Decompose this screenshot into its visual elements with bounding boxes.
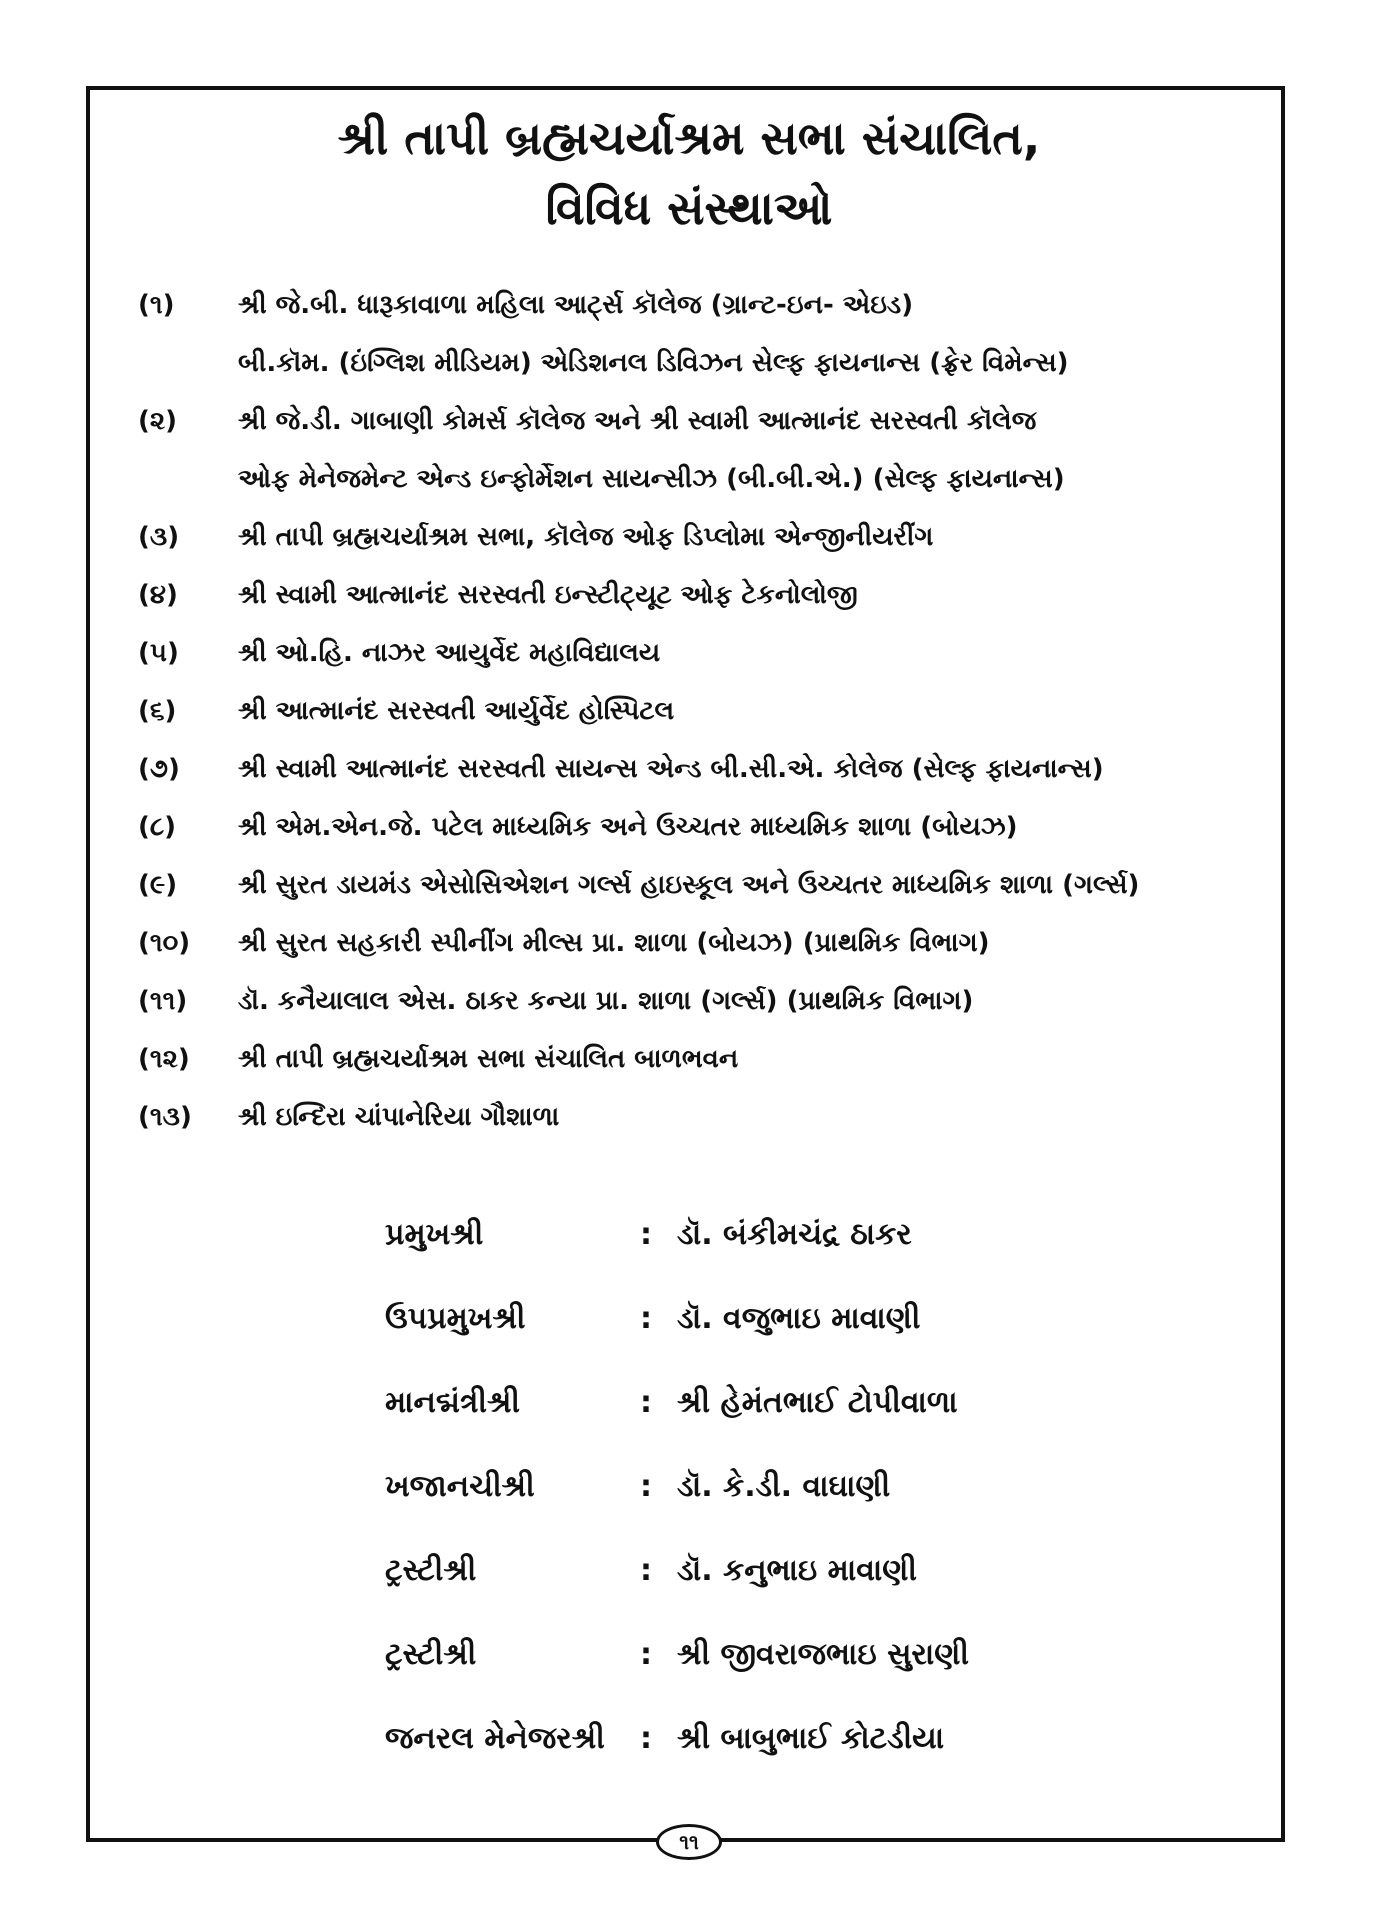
officer-row-secretary — [385, 1373, 1085, 1457]
item-text: શ્રી સ્વામી આત્માનંદ સરસ્વતી ઇન્સ્ટીટ્યૂટ ઓફ ટેકનોલોજી — [238, 580, 858, 610]
officer-separator: : — [640, 1385, 652, 1420]
list-item — [138, 566, 1258, 624]
item-number: (૧૦) — [138, 928, 191, 958]
officer-separator: : — [640, 1217, 652, 1252]
officer-name: શ્રી હેમંતભાઈ ટોપીવાળા — [677, 1385, 958, 1420]
officer-name: ડૉ. વજુભાઇ માવાણી — [677, 1301, 921, 1336]
officer-separator: : — [640, 1469, 652, 1504]
institution-list — [138, 276, 1258, 1146]
list-item — [138, 276, 1258, 392]
list-item — [138, 1088, 1258, 1146]
list-item — [138, 914, 1258, 972]
item-text: શ્રી ઇન્દિરા ચાંપાનેરિયા ગૌશાળા — [238, 1102, 560, 1132]
list-item — [138, 682, 1258, 740]
item-number: (૬) — [138, 696, 177, 726]
list-item — [138, 856, 1258, 914]
item-text: શ્રી તાપી બ્રહ્મચર્યાશ્રમ સભા, કૉલેજ ઓફ ડિપ્લોમા એન્જીનીયરીંગ — [238, 522, 934, 552]
officer-row-trustee — [385, 1625, 1085, 1709]
list-item — [138, 972, 1258, 1030]
page-number: ૧૧ — [656, 1824, 722, 1860]
item-text: શ્રી જે.બી. ધારૂકાવાળા મહિલા આર્ટ્સ કૉલેજ (ગ્રાન્ટ-ઇન- એઇડ) — [238, 290, 914, 320]
item-text: શ્રી સ્વામી આત્માનંદ સરસ્વતી સાયન્સ એન્ડ બી.સી.એ. કોલેજ (સેલ્ફ ફાયનાન્સ) — [238, 754, 1104, 784]
list-item — [138, 740, 1258, 798]
item-number: (૧૨) — [138, 1044, 190, 1074]
item-text: શ્રી આત્માનંદ સરસ્વતી આર્યુર્વેદ હોસ્પિટલ — [238, 696, 675, 726]
officer-role: પ્રમુખશ્રી — [385, 1217, 484, 1252]
officer-name: શ્રી બાબુભાઈ કોટડીયા — [677, 1721, 945, 1756]
item-text: ડૉ. કનૈયાલાલ એસ. ઠાકર કન્યા પ્રા. શાળા (ગર્લ્સ) (પ્રાથમિક વિભાગ) — [238, 986, 974, 1016]
item-number: (૧૩) — [138, 1102, 192, 1132]
officer-role: માનદ્મંત્રીશ્રી — [385, 1385, 520, 1420]
item-number: (૪) — [138, 580, 178, 610]
page-subtitle: વિવિધ સંસ્થાઓ — [545, 181, 833, 235]
officer-role: ટ્રસ્ટીશ્રી — [385, 1637, 477, 1672]
page-title: શ્રી તાપી બ્રહ્મચર્યાશ્રમ સભા સંચાલિત, — [337, 111, 1041, 165]
list-item — [138, 392, 1258, 508]
officer-separator: : — [640, 1301, 652, 1336]
item-text-continued: ઓફ મેનેજમેન્ટ એન્ડ ઇન્ફોર્મેશન સાયન્સીઝ (બી.બી.એ.) (સેલ્ફ ફાયનાન્સ) — [238, 464, 1065, 494]
officer-name: શ્રી જીવરાજભાઇ સુરાણી — [677, 1637, 969, 1672]
item-text-continued: બી.કૉમ. (ઇંગ્લિશ મીડિયમ) એડિશનલ ડિવિઝન સેલ્ફ ફાયનાન્સ (ફ્રેર વિમેન્સ) — [238, 348, 1069, 378]
list-item — [138, 508, 1258, 566]
officer-role: ઉપપ્રમુખશ્રી — [385, 1301, 526, 1336]
office-bearers-list — [385, 1205, 1085, 1793]
officer-role: ટ્રસ્ટીશ્રી — [385, 1553, 477, 1588]
officer-row-president — [385, 1205, 1085, 1289]
item-number: (૯) — [138, 870, 178, 900]
item-number: (૧૧) — [138, 986, 188, 1016]
officer-role: જનરલ મેનેજરશ્રી — [385, 1721, 605, 1756]
officer-name: ડૉ. બંકીમચંદ્ર ઠાકર — [677, 1217, 912, 1252]
item-number: (૮) — [138, 812, 177, 842]
item-number: (૭) — [138, 754, 180, 784]
item-text: શ્રી એમ.એન.જે. પટેલ માધ્યમિક અને ઉચ્ચતર માધ્યમિક શાળા (બોયઝ) — [238, 812, 1018, 842]
item-number: (૨) — [138, 406, 178, 436]
officer-separator: : — [640, 1637, 652, 1672]
list-item — [138, 624, 1258, 682]
officer-name: ડૉ. કે.ડી. વાઘાણી — [677, 1469, 891, 1504]
list-item — [138, 798, 1258, 856]
item-text: શ્રી ઓ.હિ. નાઝર આયુર્વેદ મહાવિદ્યાલય — [238, 638, 661, 668]
list-item — [138, 1030, 1258, 1088]
item-text: શ્રી તાપી બ્રહ્મચર્યાશ્રમ સભા સંચાલિત બાળભવન — [238, 1044, 739, 1074]
item-number: (૩) — [138, 522, 180, 552]
officer-row-vice-president — [385, 1289, 1085, 1373]
officer-role: ખજાનચીશ્રી — [385, 1469, 535, 1504]
officer-separator: : — [640, 1553, 652, 1588]
item-text: શ્રી જે.ડી. ગાબાણી કોમર્સ કૉલેજ અને શ્રી સ્વામી આત્માનંદ સરસ્વતી કૉલેજ — [238, 406, 1037, 436]
officer-row-trustee — [385, 1541, 1085, 1625]
item-text: શ્રી સુરત સહકારી સ્પીનીંગ મીલ્સ પ્રા. શાળા (બોયઝ) (પ્રાથમિક વિભાગ) — [238, 928, 990, 958]
officer-row-general-manager — [385, 1709, 1085, 1793]
officer-row-treasurer — [385, 1457, 1085, 1541]
item-text: શ્રી સુરત ડાયમંડ એસોસિએશન ગર્લ્સ હાઇસ્કૂલ અને ઉચ્ચતર માધ્યમિક શાળા (ગર્લ્સ) — [238, 870, 1140, 900]
officer-name: ડૉ. કનુભાઇ માવાણી — [677, 1553, 917, 1588]
officer-separator: : — [640, 1721, 652, 1756]
item-number: (૧) — [138, 290, 175, 320]
item-number: (૫) — [138, 638, 179, 668]
